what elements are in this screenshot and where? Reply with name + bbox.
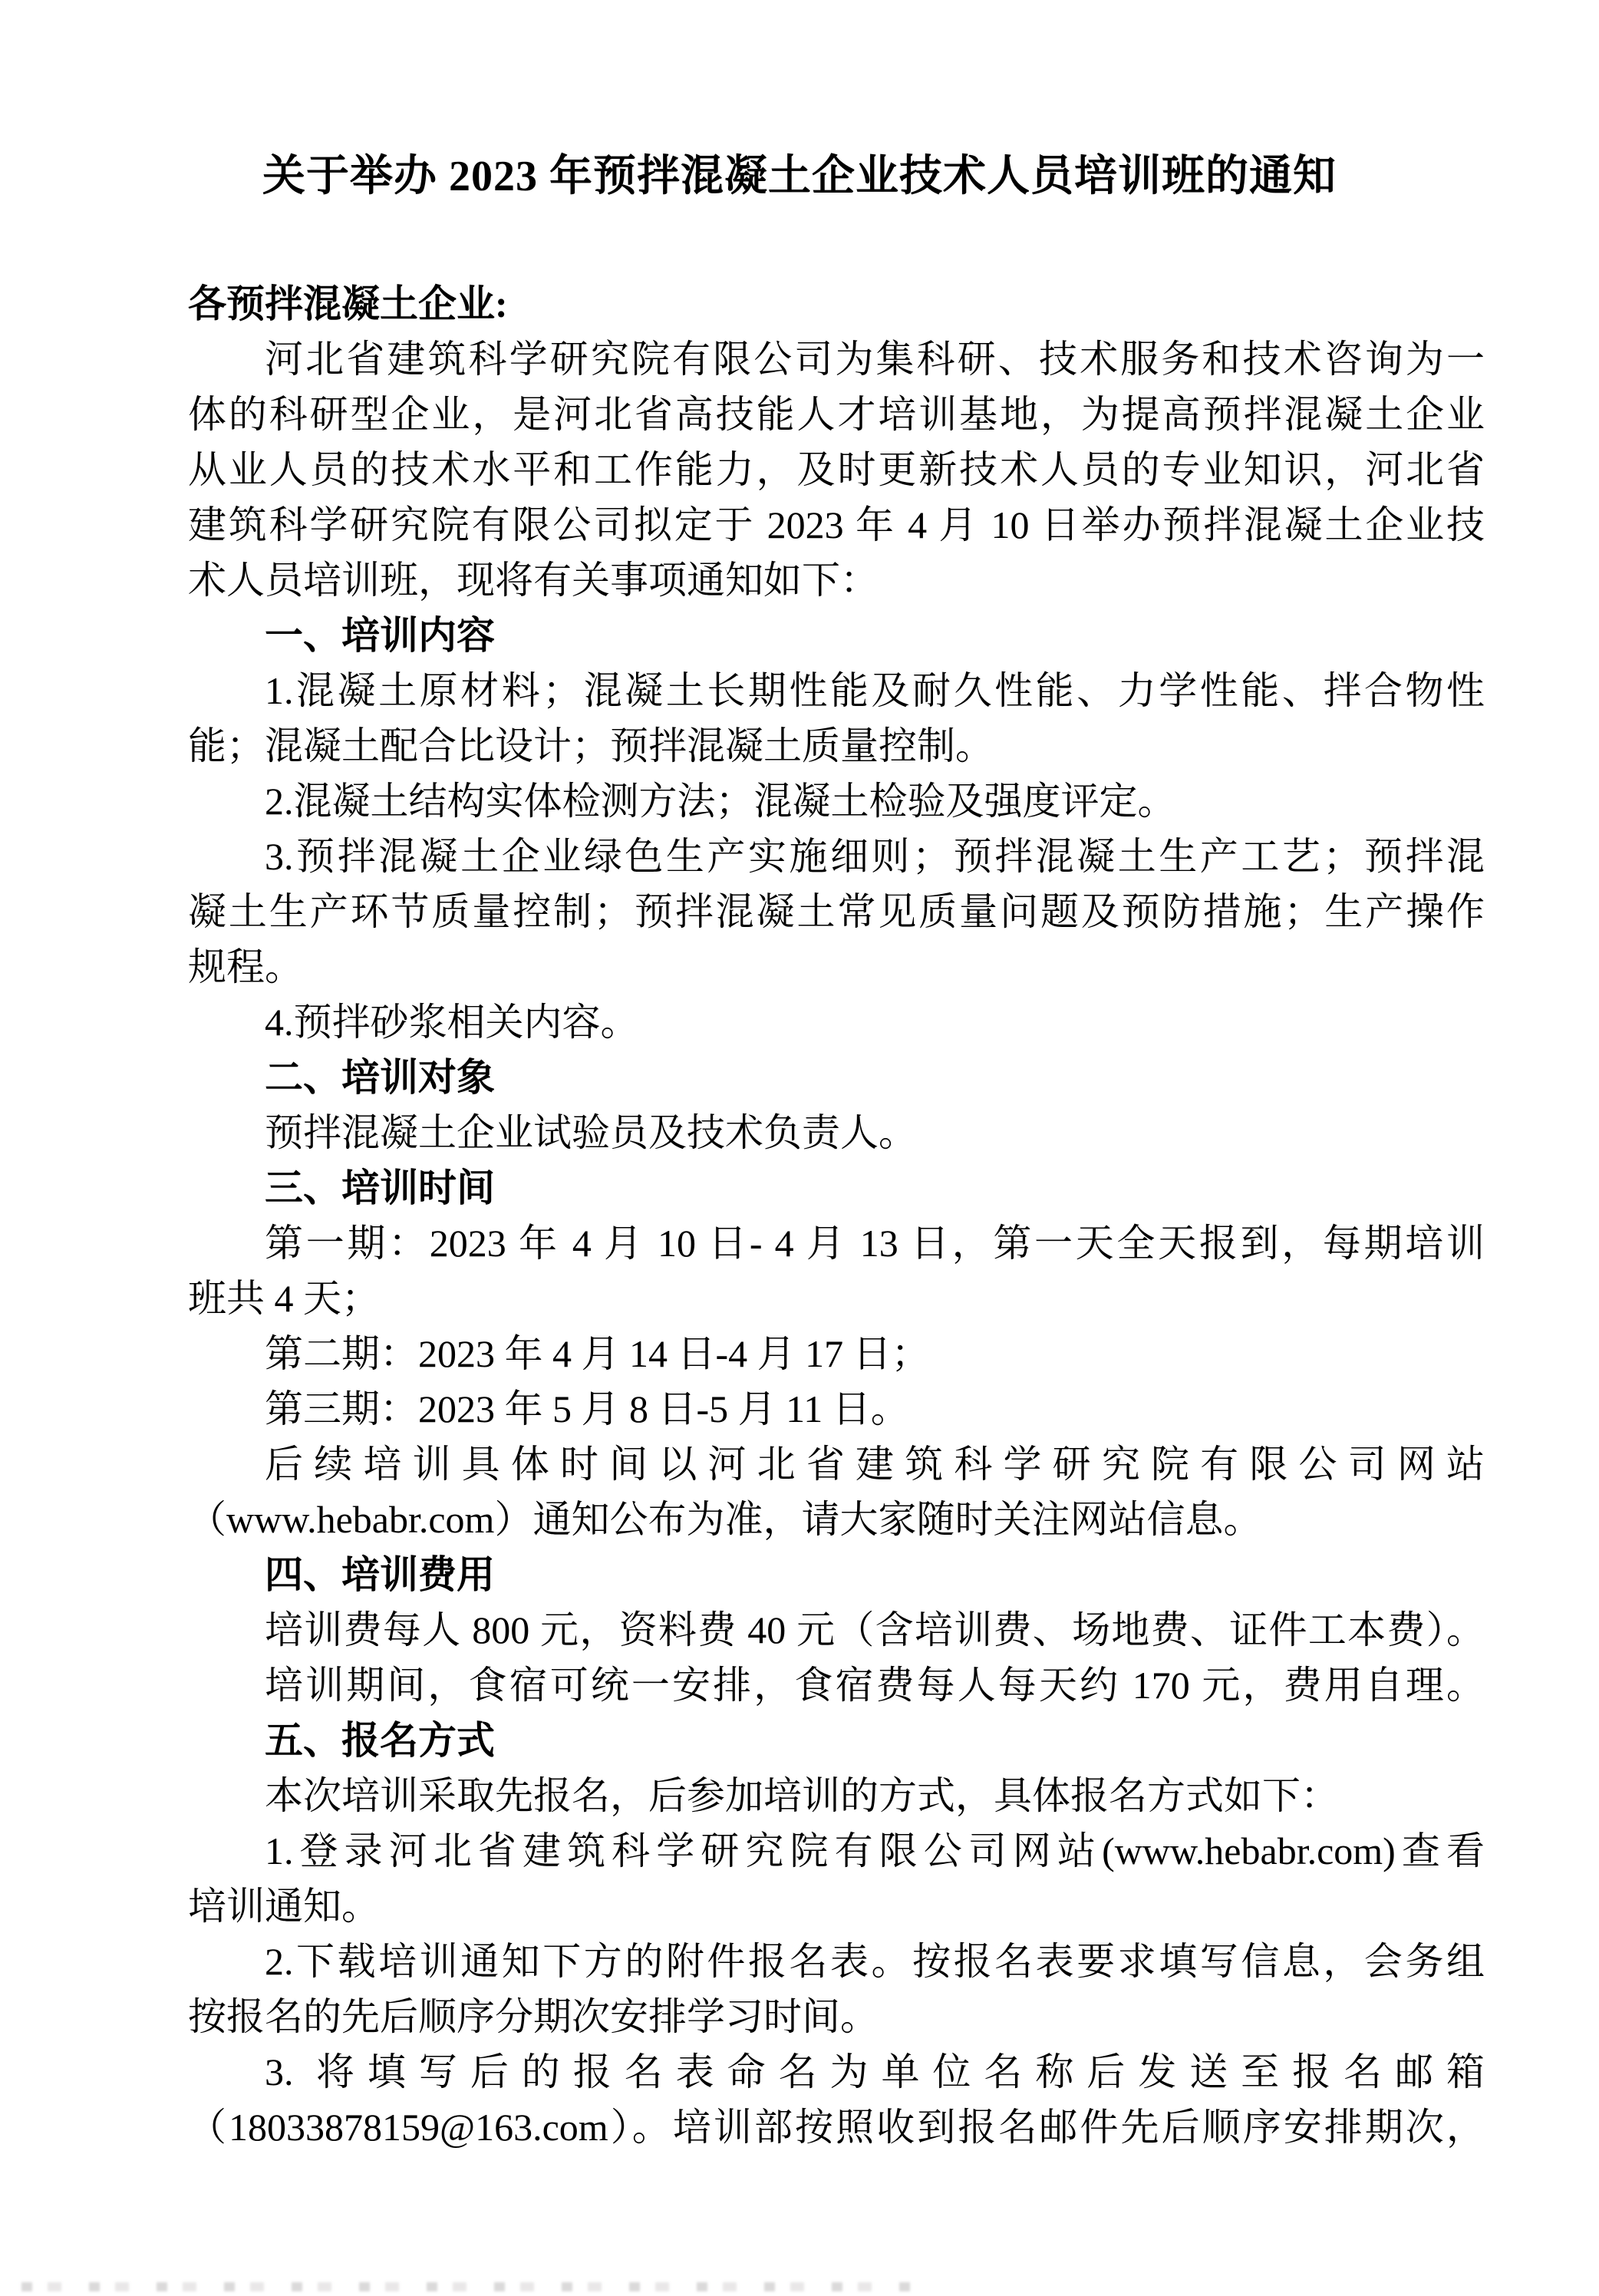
salutation-line: 各预拌混凝土企业: xyxy=(188,282,508,325)
document-line: 建筑科学研究院有限公司拟定于 2023 年 4 月 10 日举办预拌混凝土企业技 xyxy=(188,503,1485,546)
section-heading-schedule: 三、培训时间 xyxy=(265,1166,495,1209)
document-body xyxy=(188,276,1485,2155)
document-line: （www.hebabr.com）通知公布为准，请大家随时关注网站信息。 xyxy=(188,1498,1262,1541)
document-line: 班共 4 天； xyxy=(188,1277,380,1320)
document-line: 培训通知。 xyxy=(188,1885,380,1928)
document-line: 培训费每人 800 元，资料费 40 元（含培训费、场地费、证件工本费）。 xyxy=(265,1608,1485,1651)
document-line: 培训期间，食宿可统一安排，食宿费每人每天约 170 元，费用自理。 xyxy=(265,1664,1485,1707)
document-line: 河北省建筑科学研究院有限公司为集科研、技术服务和技术咨询为一 xyxy=(265,338,1485,381)
document-line: 从业人员的技术水平和工作能力，及时更新技术人员的专业知识，河北省 xyxy=(188,448,1485,491)
document-line: 本次培训采取先报名，后参加培训的方式，具体报名方式如下： xyxy=(265,1774,1339,1817)
document-line: 规程。 xyxy=(188,945,303,988)
document-line: 3. 将填写后的报名表命名为单位名称后发送至报名邮箱 xyxy=(265,2050,1485,2093)
document-line: 预拌混凝土企业试验员及技术负责人。 xyxy=(265,1111,917,1154)
document-line: 1.登录河北省建筑科学研究院有限公司网站(www.hebabr.com)查看 xyxy=(265,1829,1485,1872)
document-line: 第二期：2023 年 4 月 14 日-4 月 17 日； xyxy=(265,1332,930,1375)
section-heading-content: 一、培训内容 xyxy=(265,614,495,657)
document-line: 第三期：2023 年 5 月 8 日-5 月 11 日。 xyxy=(265,1387,909,1430)
document-line: 能；混凝土配合比设计；预拌混凝土质量控制。 xyxy=(188,724,994,767)
document-line: 1.混凝土原材料；混凝土长期性能及耐久性能、力学性能、拌合物性 xyxy=(265,669,1485,712)
document-line: 3.预拌混凝土企业绿色生产实施细则；预拌混凝土生产工艺；预拌混 xyxy=(265,835,1485,878)
document-line: 后续培训具体时间以河北省建筑科学研究院有限公司网站 xyxy=(265,1443,1485,1486)
document-line: 2.下载培训通知下方的附件报名表。按报名表要求填写信息，会务组 xyxy=(265,1940,1485,1983)
document-line: 4.预拌砂浆相关内容。 xyxy=(265,1001,639,1044)
document-title: 关于举办 2023 年预拌混凝土企业技术人员培训班的通知 xyxy=(262,153,1337,200)
scan-artifact-strip xyxy=(21,2282,912,2291)
section-heading-fees: 四、培训费用 xyxy=(265,1553,495,1596)
document-line: 按报名的先后顺序分期次安排学习时间。 xyxy=(188,1995,879,2038)
section-heading-signup: 五、报名方式 xyxy=(265,1719,495,1762)
document-line: 凝土生产环节质量控制；预拌混凝土常见质量问题及预防措施；生产操作 xyxy=(188,890,1485,933)
section-heading-audience: 二、培训对象 xyxy=(265,1056,495,1099)
document-line: 术人员培训班，现将有关事项通知如下： xyxy=(188,559,879,602)
document-line: 第一期：2023 年 4 月 10 日- 4 月 13 日，第一天全天报到，每期培训 xyxy=(265,1222,1485,1265)
document-line: 体的科研型企业，是河北省高技能人才培训基地，为提高预拌混凝土企业 xyxy=(188,393,1485,436)
document-line: 2.混凝土结构实体检测方法；混凝土检验及强度评定。 xyxy=(265,780,1176,823)
document-line: （18033878159@163.com）。培训部按照收到报名邮件先后顺序安排期次， xyxy=(188,2106,1485,2149)
